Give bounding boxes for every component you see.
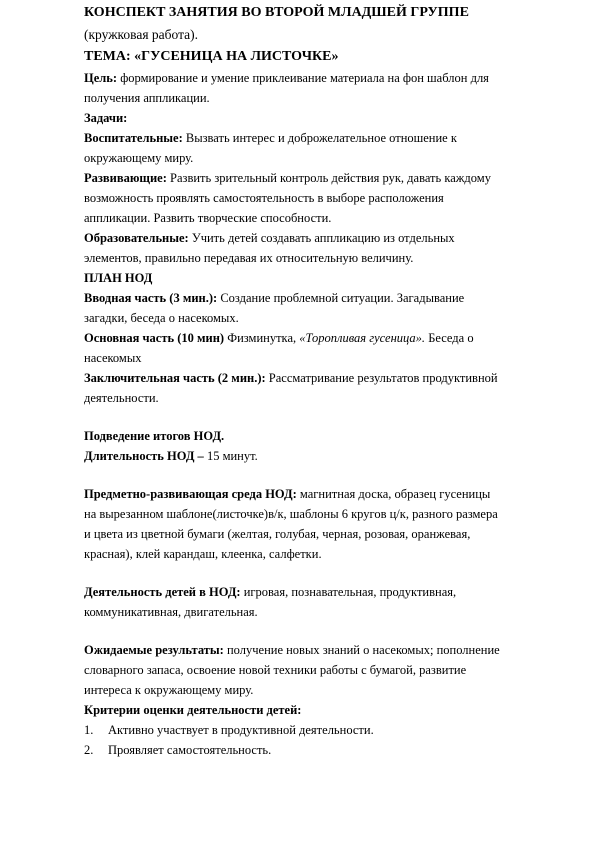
list-item-text: Активно участвует в продуктивной деятельности. (108, 723, 374, 737)
dev-line-1 (84, 168, 564, 188)
dev-text-2: возможность проявлять самостоятельность в выборе расположения (84, 191, 444, 205)
env-text-4: красная), клей карандаш, клеенка, салфетки. (84, 547, 322, 561)
edu-text-1: Вызвать интерес и доброжелательное отношение к (182, 131, 457, 145)
dev-text-1: Развить зрительный контроль действия рук, давать каждому (166, 171, 491, 185)
env-text-3: и цвета из цветной бумаги (желтая, голубая, черная, розовая, оранжевая, (84, 527, 471, 541)
criteria-list (84, 720, 564, 760)
activity-line-1 (84, 582, 564, 602)
results-text-1: получение новых знаний о насекомых; пополнение (223, 643, 500, 657)
activity-label: Деятельность детей в НОД: (84, 585, 241, 599)
intro-text-1: Создание проблемной ситуации. Загадывание (217, 291, 465, 305)
env-line-1 (84, 484, 564, 504)
summary-heading: Подведение итогов НОД. (84, 429, 225, 443)
edu-text-2: окружающему миру. (84, 151, 194, 165)
goal-label: Цель: (84, 71, 118, 85)
results-text-3: интереса к окружающему миру. (84, 683, 254, 697)
lesson-theme: ТЕМА: «ГУСЕНИЦА НА ЛИСТОЧКЕ» (84, 49, 339, 64)
intro-label: Вводная часть (3 мин.): (84, 291, 218, 305)
results-text-2: словарного запаса, освоение новой техники работы с бумагой, развитие (84, 663, 467, 677)
plan-heading: ПЛАН НОД (84, 271, 153, 285)
main-line-1 (84, 328, 564, 348)
list-item-number: 2. (84, 743, 94, 757)
criteria-heading: Критерии оценки деятельности детей: (84, 703, 302, 717)
activity-text-1: игровая, познавательная, продуктивная, (240, 585, 457, 599)
main-label: Основная часть (10 мин) (84, 331, 225, 345)
learn-text-2: элементов, правильно передавая их относительную величину. (84, 251, 414, 265)
edu-line-1 (84, 128, 564, 148)
document-subtitle: (кружковая работа). (84, 27, 199, 42)
spacer (84, 466, 564, 484)
edu-label: Воспитательные: (84, 131, 183, 145)
activity-text-2: коммуникативная, двигательная. (84, 605, 258, 619)
document-body (84, 2, 564, 760)
main-text-1a: Физминутка, (224, 331, 300, 345)
env-text-2: на вырезанном шаблоне(листочке)в/к, шаблоны 6 кругов ц/к, разного размера (84, 507, 498, 521)
list-item (84, 740, 564, 760)
duration-value: 15 минут. (203, 449, 258, 463)
duration-label: Длительность НОД – (84, 449, 204, 463)
learn-line-1 (84, 228, 564, 248)
env-label: Предметно-развивающая среда НОД: (84, 487, 297, 501)
spacer (84, 564, 564, 582)
goal-line-1 (84, 68, 564, 88)
goal-text-2: получения аппликации. (84, 91, 210, 105)
list-item-text: Проявляет самостоятельность. (108, 743, 272, 757)
learn-text-1: Учить детей создавать аппликацию из отдельных (188, 231, 455, 245)
main-text-2: насекомых (84, 351, 142, 365)
final-text-1: Рассматривание результатов продуктивной (265, 371, 498, 385)
list-item-number: 1. (84, 723, 94, 737)
final-line-1 (84, 368, 564, 388)
results-line-1 (84, 640, 564, 660)
spacer (84, 408, 564, 426)
main-text-1b: «Торопливая гусеница». (299, 331, 426, 345)
dev-label: Развивающие: (84, 171, 167, 185)
main-text-1c: Беседа о (425, 331, 474, 345)
learn-label: Образовательные: (84, 231, 189, 245)
list-item (84, 720, 564, 740)
results-label: Ожидаемые результаты: (84, 643, 224, 657)
final-label: Заключительная часть (2 мин.): (84, 371, 266, 385)
intro-line-1 (84, 288, 564, 308)
intro-text-2: загадки, беседа о насекомых. (84, 311, 239, 325)
env-text-1: магнитная доска, образец гусеницы (296, 487, 491, 501)
dev-text-3: аппликации. Развить творческие способности. (84, 211, 332, 225)
spacer (84, 622, 564, 640)
document-title: КОНСПЕКТ ЗАНЯТИЯ ВО ВТОРОЙ МЛАДШЕЙ ГРУППЕ (84, 5, 469, 20)
duration-line (84, 446, 564, 466)
final-text-2: деятельности. (84, 391, 159, 405)
tasks-label: Задачи: (84, 111, 128, 125)
goal-text-1: формирование и умение приклеивание материала на фон шаблон для (117, 71, 489, 85)
